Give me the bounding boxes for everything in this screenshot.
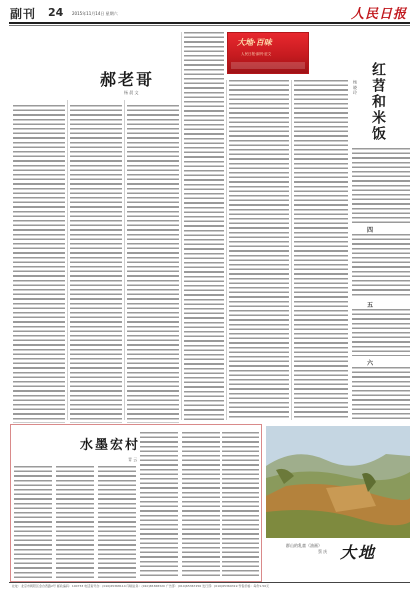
article-title-vertical: 红苕和米饭 <box>370 62 386 142</box>
column-divider <box>226 80 227 420</box>
article-body-column <box>14 466 52 578</box>
column-divider <box>67 100 68 420</box>
column-name-calligraphy: 大地 <box>340 543 377 562</box>
article-body-column <box>13 105 65 423</box>
landscape-painting <box>266 426 410 538</box>
banner-stripe <box>231 62 305 69</box>
column-divider <box>181 32 182 420</box>
article-title: 水墨宏村 <box>80 438 141 453</box>
article-body-column <box>352 234 410 298</box>
painting-illustration <box>266 426 410 538</box>
photo-credit: 蔡 庆 <box>318 549 328 554</box>
article-body-column <box>56 466 94 578</box>
section-name: 副刊 <box>10 7 37 21</box>
banner-title: 大地·百味 <box>237 37 272 47</box>
photo-caption: 群山的乳童（油画） <box>286 543 322 548</box>
article-body-column <box>184 32 224 420</box>
section-number: 六 <box>367 360 374 367</box>
banner-subtitle: 人民日报·副刊·征文 <box>241 52 272 56</box>
column-divider <box>291 80 292 420</box>
article-body-column <box>352 367 410 422</box>
article-body-column <box>222 432 259 578</box>
footer-rule <box>9 582 410 583</box>
article-body-column <box>140 432 178 578</box>
page-number: 24 <box>48 6 64 19</box>
article-body-column <box>127 105 179 423</box>
article-author: 杨 晓 玲 <box>353 80 358 95</box>
article-body-column <box>229 80 289 420</box>
article-body-column <box>182 432 220 578</box>
header-rule-thin <box>9 25 410 26</box>
newspaper-logo: 人民日报 <box>350 7 407 22</box>
article-title: 郝老哥 <box>100 70 155 89</box>
article-body-column <box>294 80 348 420</box>
article-body-column <box>98 466 136 578</box>
article-body-column <box>352 309 410 356</box>
section-number: 四 <box>367 227 374 234</box>
section-number: 五 <box>367 302 374 309</box>
article-body-column <box>70 105 122 423</box>
header-rule <box>9 22 410 24</box>
footer-imprint: 社址：北京市朝阳区金台西路2号 邮政编码：100733 电话查号台：(010)65368114 印刷业务：(010)65368320 广告部：(010)65367256 发行部：(010)65369319 零售价格：每份1.50元 <box>12 584 270 588</box>
column-divider <box>124 100 125 420</box>
issue-date: 2015年11月14日 星期六 <box>72 11 118 16</box>
article-body-column <box>352 148 410 223</box>
article-author: 青 云 <box>128 457 138 462</box>
article-author: 杨 晨 文 <box>124 90 139 95</box>
